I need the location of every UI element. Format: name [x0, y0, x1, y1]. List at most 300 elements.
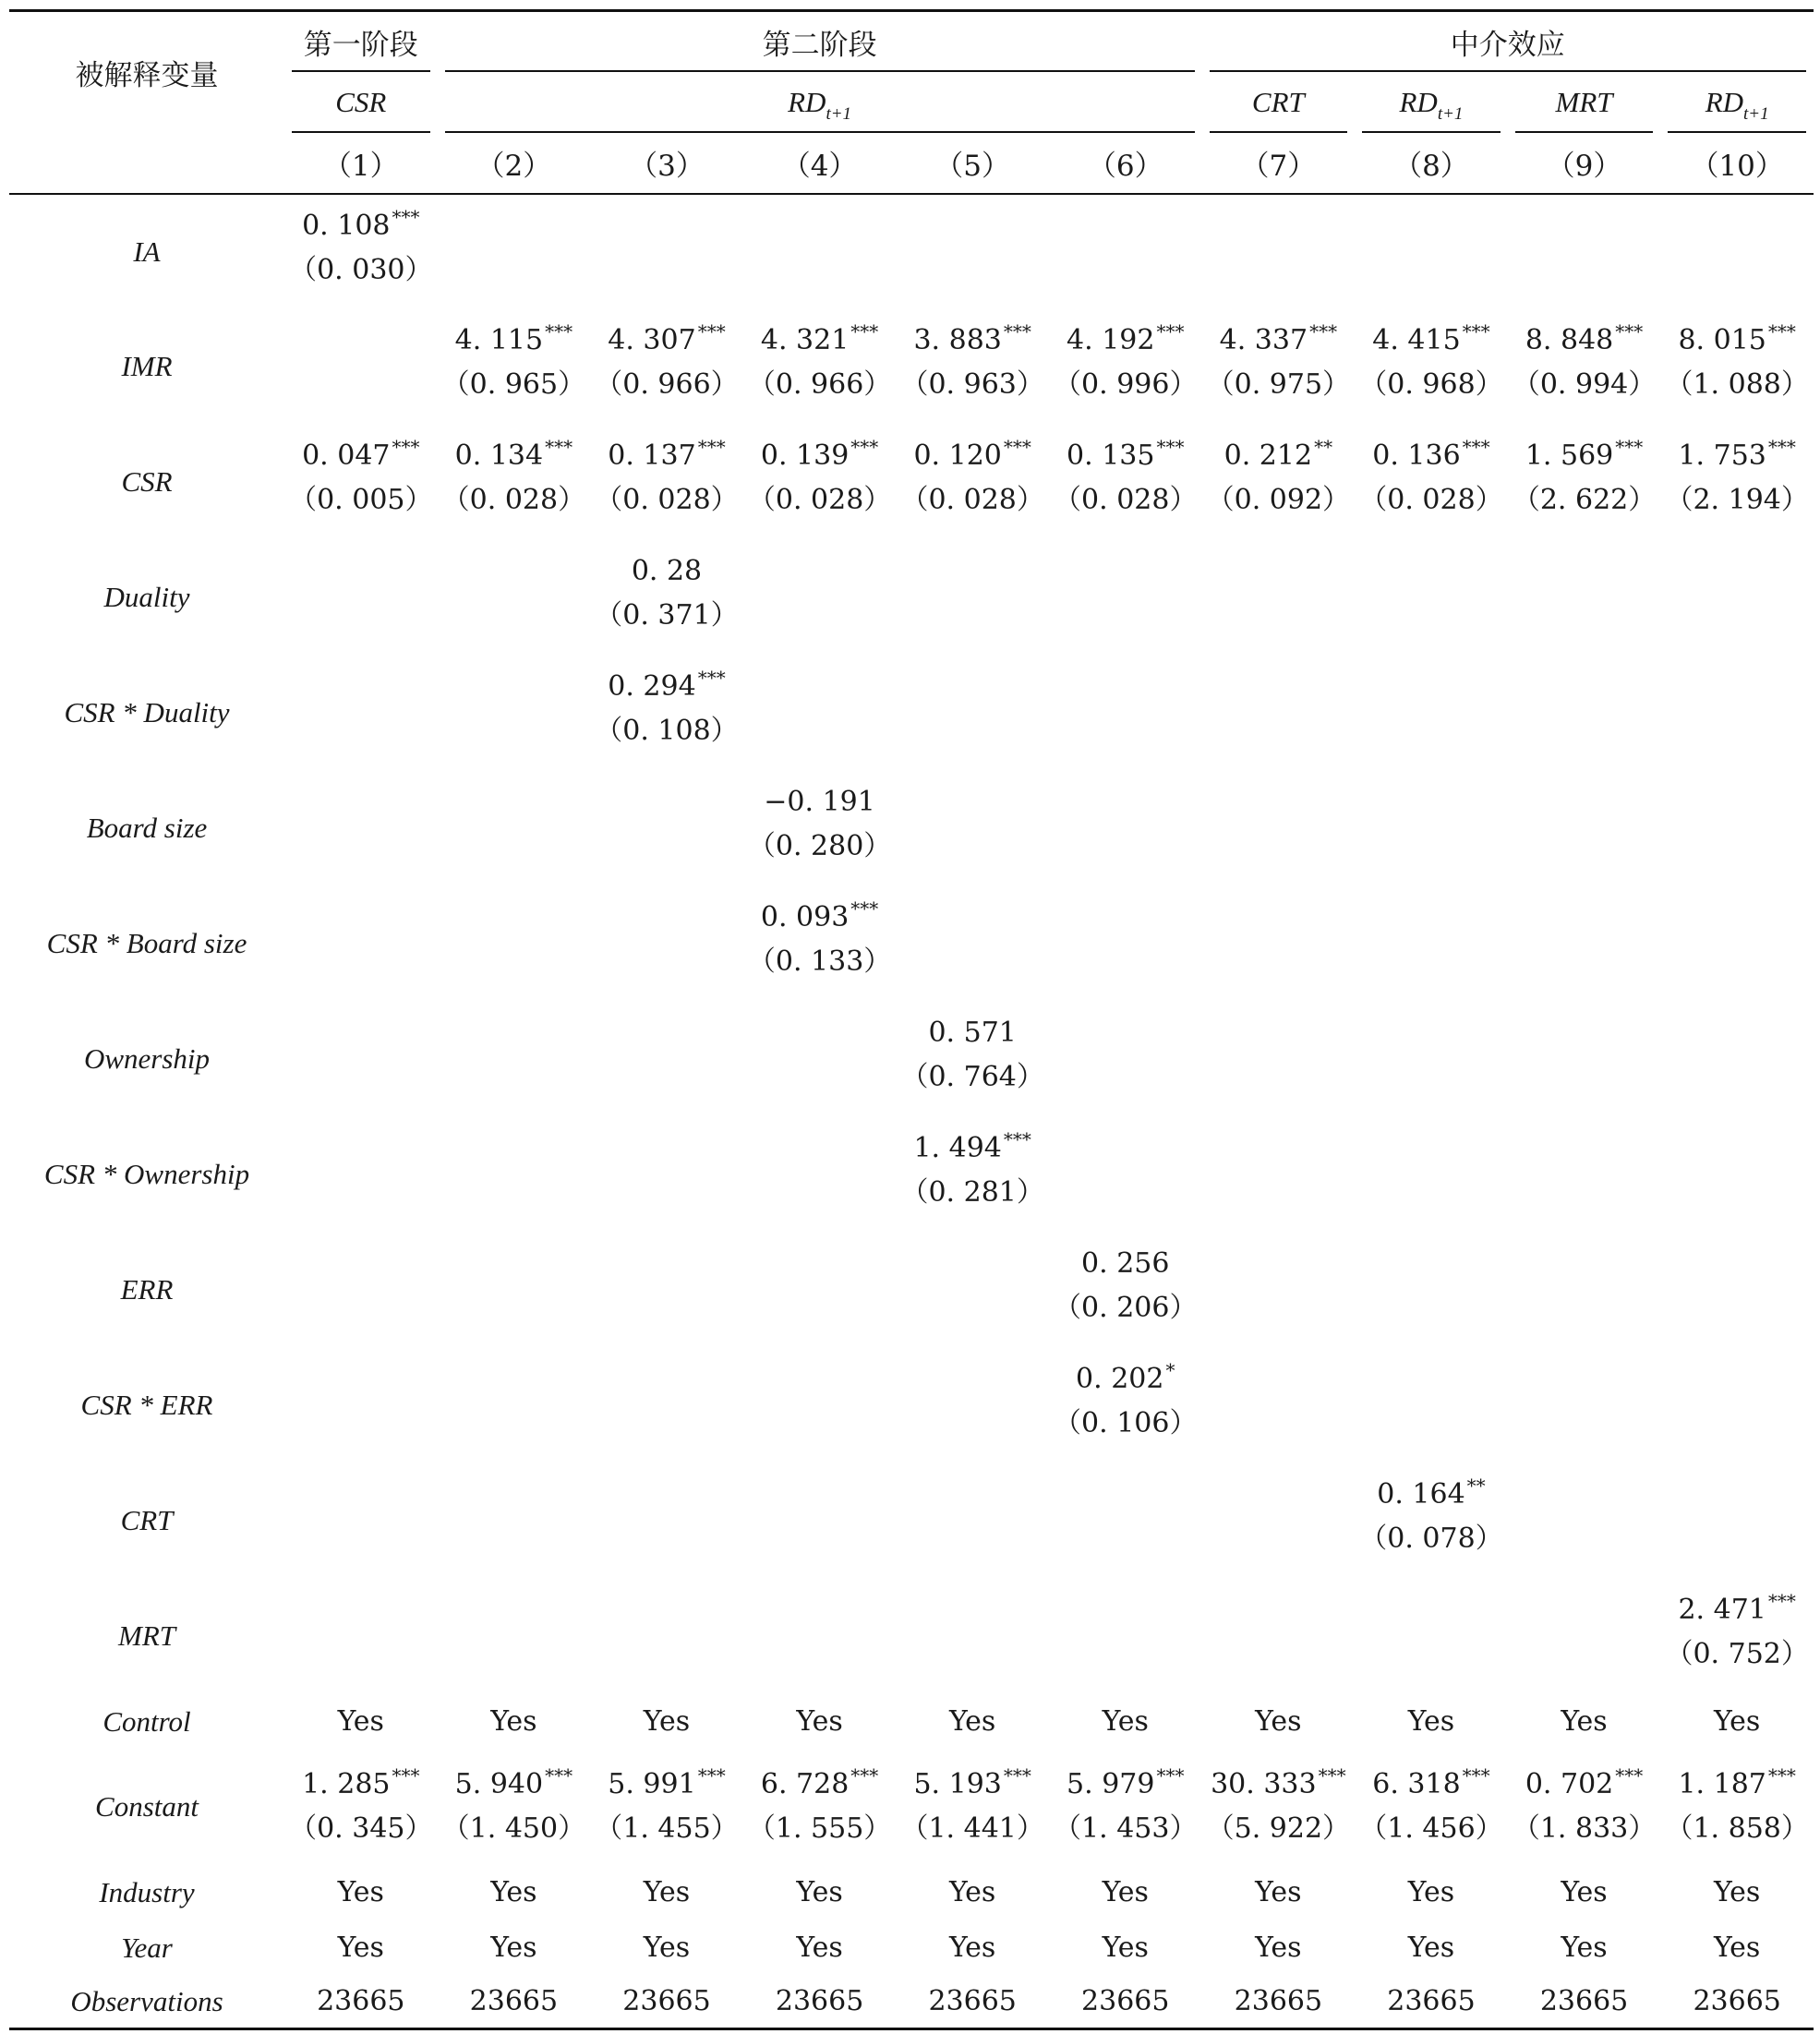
table-cell	[284, 886, 438, 1002]
table-cell	[743, 1002, 897, 1117]
table-cell	[438, 1865, 591, 1920]
significance-stars: **	[1314, 435, 1333, 458]
table-cell	[590, 194, 743, 309]
coefficient-value: 0. 134	[454, 439, 544, 472]
cell-value	[438, 1980, 591, 2024]
cell-value	[1202, 1926, 1356, 1970]
coefficient	[1049, 319, 1202, 363]
table-cell	[896, 1002, 1049, 1117]
table-cell	[896, 1750, 1049, 1865]
table-cell	[438, 1579, 591, 1694]
coefficient	[896, 1011, 1049, 1055]
table-cell	[1660, 1694, 1814, 1750]
row-label: Constant	[95, 1790, 199, 1823]
coefficient-value: Yes	[1561, 1931, 1608, 1964]
regression-table	[9, 9, 1814, 2030]
table-cell	[1355, 1694, 1508, 1750]
table-cell	[1049, 1579, 1202, 1694]
table-cell	[1660, 1117, 1814, 1233]
coefficient	[590, 1763, 743, 1807]
table-cell	[896, 1865, 1049, 1920]
cell-value	[284, 1700, 438, 1744]
table-cell	[743, 1976, 897, 2029]
row-label: CSR * Ownership	[43, 1158, 250, 1190]
coefficient-value: 5. 979	[1067, 1768, 1155, 1800]
cell-value	[1049, 1980, 1202, 2024]
group-mediation-text: 中介效应	[1450, 28, 1565, 62]
coefficient-value: Yes	[796, 1875, 843, 1908]
cell-value	[284, 1980, 438, 2024]
table-cell	[590, 309, 743, 425]
table-row	[9, 1463, 1814, 1579]
coefficient	[896, 434, 1049, 478]
coefficient-value: 0. 108	[302, 209, 391, 242]
dv-col9-text: MRT	[1555, 85, 1613, 118]
table-cell	[1202, 425, 1356, 540]
coefficient	[1355, 1473, 1508, 1517]
row-label: MRT	[118, 1619, 175, 1652]
table-cell	[284, 540, 438, 656]
standard-error: （1. 450）	[441, 1812, 586, 1845]
table-cell	[1049, 1976, 1202, 2029]
cell-value	[590, 1980, 743, 2024]
significance-stars: ***	[545, 435, 573, 458]
table-cell	[1355, 1117, 1508, 1233]
table-cell	[284, 1694, 438, 1750]
table-cell	[1660, 425, 1814, 540]
coefficient-value: 0. 137	[608, 439, 696, 472]
table-header	[9, 11, 1814, 194]
table-cell	[743, 425, 897, 540]
coefficient-value: 1. 494	[913, 1131, 1002, 1164]
table-cell	[1660, 1002, 1814, 1117]
table-cell	[1660, 1976, 1814, 2029]
table-cell	[590, 1463, 743, 1579]
coefficient-value: 1. 285	[302, 1768, 391, 1800]
coefficient-value: 1. 569	[1525, 439, 1614, 472]
table-cell	[1660, 771, 1814, 886]
table-cell	[896, 1579, 1049, 1694]
table-cell	[1202, 656, 1356, 771]
table-cell	[1355, 309, 1508, 425]
significance-stars: ***	[545, 319, 573, 343]
cell-value	[284, 1926, 438, 1970]
cell-value	[1660, 1980, 1814, 2024]
coefficient-value: Yes	[490, 1931, 537, 1964]
coefficient-value: Yes	[1407, 1875, 1455, 1908]
coefficient-value: 0. 093	[760, 900, 850, 933]
table-cell	[1355, 1463, 1508, 1579]
table-cell	[1049, 1233, 1202, 1348]
cell-value	[590, 1926, 743, 1970]
significance-stars: ***	[1156, 1764, 1185, 1787]
row-label: Year	[121, 1931, 173, 1964]
table-cell	[1202, 886, 1356, 1002]
table-cell	[284, 1920, 438, 1976]
column-number-6: （6）	[1049, 133, 1202, 194]
standard-error: （0. 371）	[595, 598, 739, 632]
dv-col8-base: RD	[1399, 85, 1438, 118]
coefficient	[1660, 1588, 1814, 1632]
coefficient-value: 3. 883	[913, 323, 1002, 356]
table-cell	[1202, 1117, 1356, 1233]
table-cell	[743, 1117, 897, 1233]
table-cell	[1508, 1579, 1661, 1694]
table-cell	[1049, 425, 1202, 540]
significance-stars: ***	[1767, 1589, 1796, 1612]
coefficient	[284, 1763, 438, 1807]
table-cell	[590, 1348, 743, 1463]
table-row	[9, 656, 1814, 771]
cell-value	[896, 1980, 1049, 2024]
coefficient	[590, 434, 743, 478]
row-label: Observations	[9, 1976, 284, 2029]
coefficient	[1202, 319, 1356, 363]
table-cell	[1660, 540, 1814, 656]
significance-stars: ***	[697, 1764, 726, 1787]
standard-error: （2. 194）	[1665, 483, 1809, 516]
table-cell	[1508, 1463, 1661, 1579]
cell-value	[896, 1871, 1049, 1915]
coefficient-value: 23665	[317, 1984, 405, 2017]
standard-error: （0. 966）	[747, 367, 892, 401]
table-cell	[284, 1233, 438, 1348]
table-cell	[1049, 540, 1202, 656]
table-cell	[1202, 1002, 1356, 1117]
coefficient-value: Yes	[1102, 1704, 1149, 1738]
coefficient-value: 8. 015	[1678, 323, 1766, 356]
table-cell	[1508, 1976, 1661, 2029]
table-cell	[284, 771, 438, 886]
table-cell	[438, 194, 591, 309]
significance-stars: ***	[1003, 1127, 1031, 1150]
coefficient-value: Yes	[1407, 1704, 1455, 1738]
standard-error: （0. 994）	[1512, 367, 1657, 401]
coefficient	[1355, 319, 1508, 363]
table-cell	[590, 1865, 743, 1920]
table-cell	[1202, 1579, 1356, 1694]
coefficient-value: Yes	[1255, 1931, 1302, 1964]
row-label-header-text: 被解释变量	[75, 58, 219, 92]
standard-error: （2. 622）	[1512, 483, 1657, 516]
table-cell	[1660, 1579, 1814, 1694]
coefficient-value: Yes	[1255, 1875, 1302, 1908]
table-cell	[284, 656, 438, 771]
cell-value	[1660, 1700, 1814, 1744]
table-cell	[284, 1348, 438, 1463]
table-row	[9, 194, 1814, 309]
row-label: Ownership	[83, 1042, 211, 1075]
table-cell	[1049, 194, 1202, 309]
table-row	[9, 771, 1814, 886]
cell-value	[1508, 1700, 1661, 1744]
table-cell	[1049, 1117, 1202, 1233]
table-cell	[1049, 1865, 1202, 1920]
table-cell	[743, 194, 897, 309]
row-label: Board size	[86, 812, 208, 844]
table-cell	[284, 1750, 438, 1865]
standard-error: （0. 280）	[747, 829, 892, 862]
standard-error: （0. 028）	[1359, 483, 1503, 516]
coefficient	[1049, 434, 1202, 478]
table-cell	[1202, 1865, 1356, 1920]
table-cell	[1202, 1348, 1356, 1463]
coefficient-value: 4. 415	[1372, 323, 1461, 356]
table-cell	[1508, 1117, 1661, 1233]
significance-stars: ***	[1615, 319, 1644, 343]
table-cell	[743, 1579, 897, 1694]
significance-stars: ***	[1156, 319, 1185, 343]
significance-stars: ***	[1318, 1764, 1346, 1787]
dv-col7-text: CRT	[1251, 85, 1305, 118]
table-cell	[1508, 1694, 1661, 1750]
table-cell	[743, 540, 897, 656]
table-cell	[1355, 1976, 1508, 2029]
significance-stars: ***	[1615, 1764, 1644, 1787]
coefficient-value: 23665	[775, 1984, 864, 2017]
table-cell	[743, 1920, 897, 1976]
cell-value	[743, 1926, 897, 1970]
table-cell	[1355, 1920, 1508, 1976]
table-cell	[1202, 1694, 1356, 1750]
coefficient	[1202, 1763, 1356, 1807]
coefficient-value: Yes	[1255, 1704, 1302, 1738]
cell-value	[1508, 1980, 1661, 2024]
coefficient-value: 23665	[1387, 1984, 1476, 2017]
dv-col2-6-subscript: t+1	[826, 103, 852, 124]
table-cell	[1660, 1233, 1814, 1348]
table-cell	[1049, 1348, 1202, 1463]
table-cell	[1202, 1750, 1356, 1865]
coefficient-value: Yes	[1561, 1875, 1608, 1908]
coefficient-value: Yes	[643, 1931, 691, 1964]
coefficient	[590, 549, 743, 594]
table-cell	[896, 194, 1049, 309]
table-cell	[1660, 1348, 1814, 1463]
table-cell	[1355, 1865, 1508, 1920]
table-cell	[1355, 540, 1508, 656]
significance-stars: ***	[1767, 319, 1796, 343]
standard-error: （0. 078）	[1359, 1522, 1503, 1555]
coefficient-value: 23665	[622, 1984, 711, 2017]
row-label: CSR * ERR	[80, 1389, 213, 1421]
table-cell	[1508, 309, 1661, 425]
coefficient-value: 5. 940	[454, 1768, 544, 1800]
table-cell	[1355, 425, 1508, 540]
cell-value	[438, 1871, 591, 1915]
table-cell	[1049, 309, 1202, 425]
coefficient-value: 8. 848	[1525, 323, 1614, 356]
table-cell	[1660, 1750, 1814, 1865]
row-label: Duality	[103, 581, 190, 613]
standard-error: （0. 106）	[1054, 1406, 1198, 1439]
significance-stars: ***	[392, 205, 420, 228]
coefficient-value: 23665	[1539, 1984, 1629, 2017]
cell-value	[590, 1700, 743, 1744]
significance-stars: ***	[392, 435, 420, 458]
dv-col9	[1508, 72, 1661, 133]
row-label: CSR	[121, 465, 173, 498]
column-number-5: （5）	[896, 133, 1049, 194]
significance-stars: ***	[1767, 1764, 1796, 1787]
coefficient-value: 0. 571	[928, 1016, 1017, 1049]
table-cell	[1660, 1865, 1814, 1920]
coefficient	[1049, 1763, 1202, 1807]
column-number-spacer	[9, 133, 284, 194]
cell-value	[1202, 1980, 1356, 2024]
cell-value	[743, 1700, 897, 1744]
table-cell	[1508, 886, 1661, 1002]
table-cell	[1202, 309, 1356, 425]
table-cell	[590, 886, 743, 1002]
table-row	[9, 425, 1814, 540]
table-cell	[1202, 194, 1356, 309]
table-cell	[1355, 194, 1508, 309]
coefficient-value: 1. 753	[1678, 439, 1766, 472]
dv-col2-6	[438, 72, 1202, 133]
table-row	[9, 1117, 1814, 1233]
coefficient	[438, 434, 591, 478]
table-cell	[438, 771, 591, 886]
table-row	[9, 1865, 1814, 1920]
table-cell	[743, 886, 897, 1002]
coefficient-value: 4. 192	[1067, 323, 1155, 356]
coefficient	[284, 204, 438, 248]
table-cell	[743, 1348, 897, 1463]
table-cell	[1660, 309, 1814, 425]
table-cell	[1049, 1750, 1202, 1865]
coefficient	[1355, 1763, 1508, 1807]
table-cell	[896, 309, 1049, 425]
coefficient-value: Yes	[1713, 1875, 1761, 1908]
table-cell	[438, 1117, 591, 1233]
table-cell	[438, 309, 591, 425]
table-cell	[590, 656, 743, 771]
standard-error: （0. 996）	[1054, 367, 1198, 401]
cell-value	[896, 1926, 1049, 1970]
row-label: CRT	[120, 1504, 174, 1536]
coefficient	[896, 319, 1049, 363]
significance-stars: ***	[1462, 435, 1490, 458]
table-cell	[896, 1348, 1049, 1463]
standard-error: （0. 005）	[289, 483, 433, 516]
coefficient	[590, 665, 743, 709]
table-cell	[743, 1463, 897, 1579]
table-cell	[743, 1865, 897, 1920]
standard-error: （0. 764）	[900, 1060, 1044, 1093]
row-label-header	[9, 11, 284, 133]
table-cell	[743, 656, 897, 771]
table-cell	[896, 540, 1049, 656]
table-cell	[590, 1694, 743, 1750]
cell-value	[1508, 1926, 1661, 1970]
table-cell	[896, 425, 1049, 540]
coefficient-value: 0. 164	[1377, 1477, 1465, 1510]
coefficient-value: Yes	[490, 1704, 537, 1738]
coefficient-value: Yes	[1561, 1704, 1608, 1738]
table-row	[9, 1976, 1814, 2029]
coefficient-value: 23665	[928, 1984, 1017, 2017]
standard-error: （0. 963）	[900, 367, 1044, 401]
table-cell	[1508, 656, 1661, 771]
cell-value	[284, 1871, 438, 1915]
table-row	[9, 309, 1814, 425]
table-cell	[1660, 194, 1814, 309]
coefficient-value: Yes	[337, 1704, 384, 1738]
significance-stars: ***	[850, 435, 879, 458]
cell-value	[1202, 1871, 1356, 1915]
table-body	[9, 194, 1814, 2029]
cell-value	[438, 1700, 591, 1744]
coefficient-value: Yes	[796, 1704, 843, 1738]
table-cell	[1508, 1233, 1661, 1348]
coefficient	[743, 780, 897, 824]
table-cell	[1355, 656, 1508, 771]
coefficient-value: 0. 294	[608, 669, 696, 703]
cell-value	[1355, 1700, 1508, 1744]
table-cell	[438, 1976, 591, 2029]
dv-col7	[1202, 72, 1356, 133]
coefficient	[1660, 1763, 1814, 1807]
coefficient-value: Yes	[1713, 1931, 1761, 1964]
table-cell	[1049, 771, 1202, 886]
coefficient-value: −0. 191	[764, 785, 875, 818]
table-cell	[284, 1976, 438, 2029]
row-label: ERR	[120, 1273, 174, 1306]
significance-stars: ***	[1003, 1764, 1031, 1787]
table-cell	[1508, 1920, 1661, 1976]
table-row	[9, 886, 1814, 1002]
significance-stars: ***	[545, 1764, 573, 1787]
table-cell	[438, 1750, 591, 1865]
group-stage2	[438, 11, 1202, 72]
table-cell	[1660, 656, 1814, 771]
table-cell	[1202, 1920, 1356, 1976]
coefficient	[438, 319, 591, 363]
standard-error: （0. 752）	[1665, 1637, 1809, 1670]
standard-error: （0. 966）	[595, 367, 739, 401]
standard-error: （1. 456）	[1359, 1812, 1503, 1845]
coefficient-value: Yes	[1407, 1931, 1455, 1964]
coefficient	[743, 896, 897, 940]
cell-value	[1049, 1700, 1202, 1744]
standard-error: （0. 092）	[1206, 483, 1351, 516]
coefficient-value: 4. 307	[608, 323, 696, 356]
significance-stars: ***	[1309, 319, 1338, 343]
table-cell	[1355, 886, 1508, 1002]
coefficient-value: 4. 337	[1219, 323, 1308, 356]
coefficient-value: 0. 135	[1067, 439, 1155, 472]
coefficient-value: Yes	[948, 1931, 996, 1964]
table-cell	[1202, 540, 1356, 656]
standard-error: （5. 922）	[1206, 1812, 1351, 1845]
table-cell	[284, 1002, 438, 1117]
column-number-row	[9, 133, 1814, 194]
column-number-4: （4）	[743, 133, 897, 194]
table-cell	[896, 656, 1049, 771]
table-cell	[590, 1233, 743, 1348]
table-cell	[284, 1117, 438, 1233]
table-cell	[896, 1463, 1049, 1579]
coefficient-value: 0. 702	[1525, 1768, 1614, 1800]
coefficient	[284, 434, 438, 478]
group-stage1-text: 第一阶段	[303, 28, 418, 62]
standard-error: （1. 455）	[595, 1812, 739, 1845]
coefficient-value: 23665	[469, 1984, 559, 2017]
table-cell	[1049, 1463, 1202, 1579]
row-label: IMR	[121, 350, 173, 382]
table-cell	[1202, 1976, 1356, 2029]
